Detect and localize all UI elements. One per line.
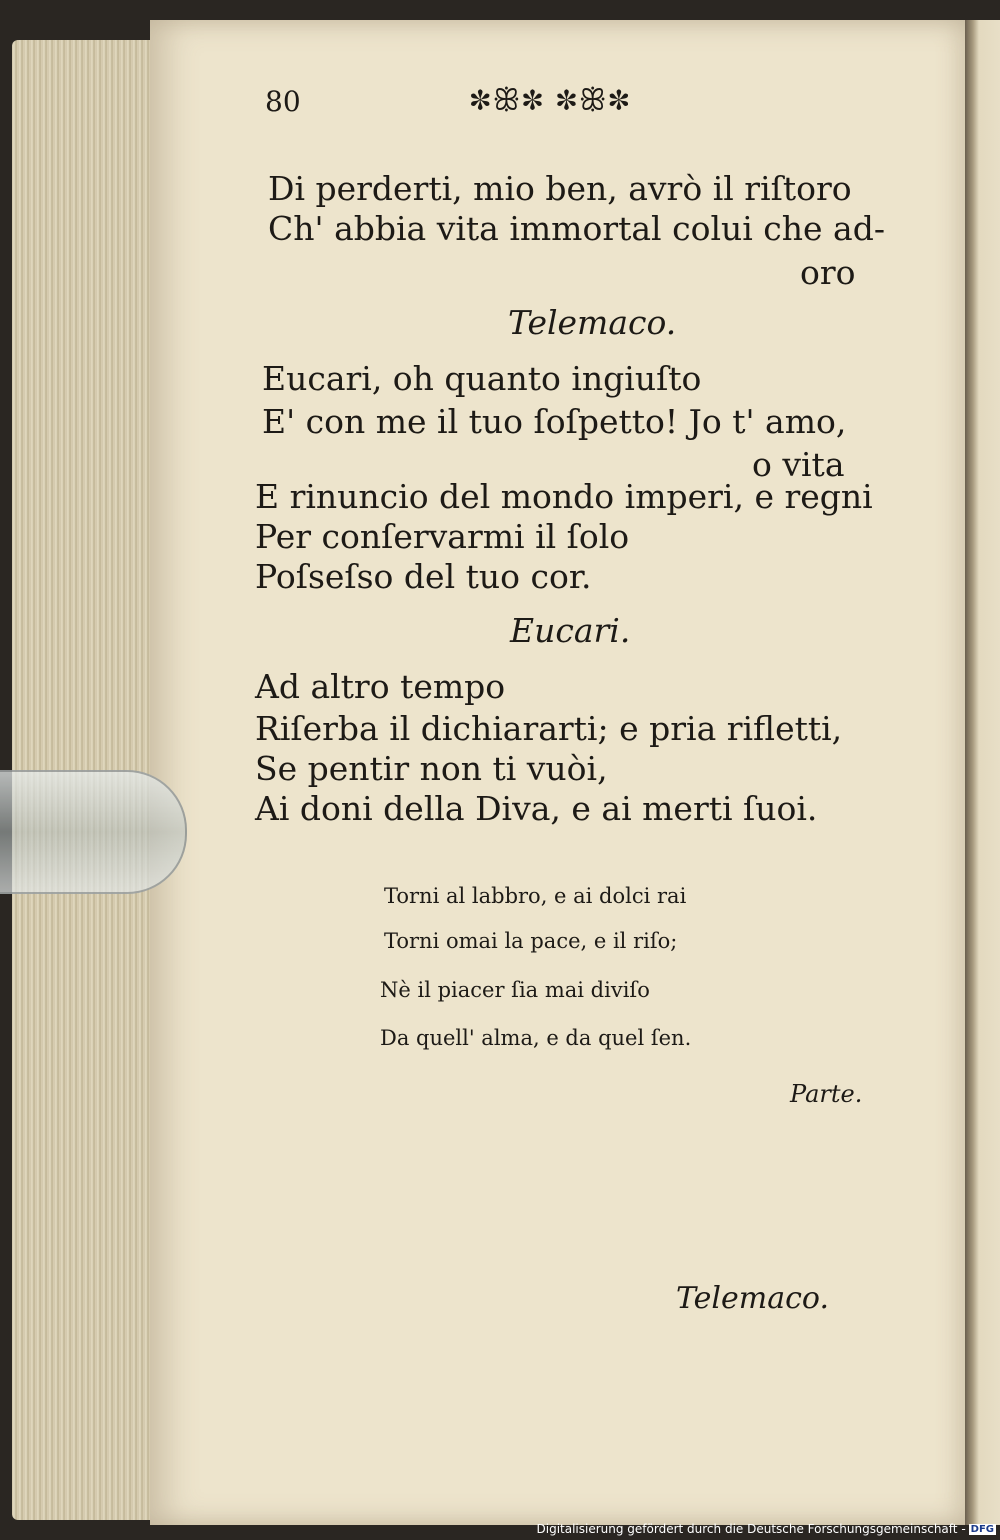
speaker-eucari: Eucari. (510, 611, 631, 650)
verse-line-9: Poſseſso del tuo cor. (255, 557, 592, 596)
verse-line-13: Ai doni della Diva, e ai merti ſuoi. (255, 789, 818, 828)
page-clip (0, 770, 187, 894)
credit-text: Digitalisierung gefördert durch die Deutsche Forschungsgemeinschaft - (536, 1522, 966, 1536)
digitization-credit (537, 1522, 997, 1536)
aria-line-4: Da quell' alma, e da quel ſen. (380, 1026, 692, 1050)
dfg-logo: DFG (970, 1524, 994, 1535)
verse-line-3: oro (800, 253, 856, 292)
verse-line-10: Ad altro tempo (255, 667, 506, 706)
verse-line-6: o vita (752, 445, 845, 484)
verse-line-2: Ch' abbia vita immortal colui che ad- (268, 209, 885, 248)
verse-line-11: Riſerba il dichiararti; e pria rifletti, (255, 709, 843, 748)
header-ornament: ✽ꕥ✽ ✽ꕥ✽ (470, 83, 632, 118)
page-number: 80 (265, 85, 301, 118)
aria-line-3: Nè il piacer ſia mai diviſo (380, 978, 650, 1002)
verse-line-7: E rinuncio del mondo imperi, e regni (255, 477, 873, 516)
verse-line-4: Eucari, oh quanto ingiuſto (262, 359, 702, 398)
verse-line-5: E' con me il tuo ſoſpetto! Jo t' amo, (262, 402, 847, 441)
stage-direction: Parte. (790, 1080, 863, 1108)
verse-line-12: Se pentir non ti vuòi, (255, 749, 608, 788)
aria-line-1: Torni al labbro, e ai dolci rai (384, 884, 687, 908)
aria-line-2: Torni omai la pace, e il riſo; (384, 929, 678, 953)
verse-line-1: Di perderti, mio ben, avrò il riſtoro (268, 169, 852, 208)
catchword: Telemaco. (676, 1281, 829, 1316)
facing-page-edge (965, 20, 1000, 1525)
speaker-telemaco: Telemaco. (508, 303, 677, 342)
verse-line-8: Per conſervarmi il ſolo (255, 517, 630, 556)
